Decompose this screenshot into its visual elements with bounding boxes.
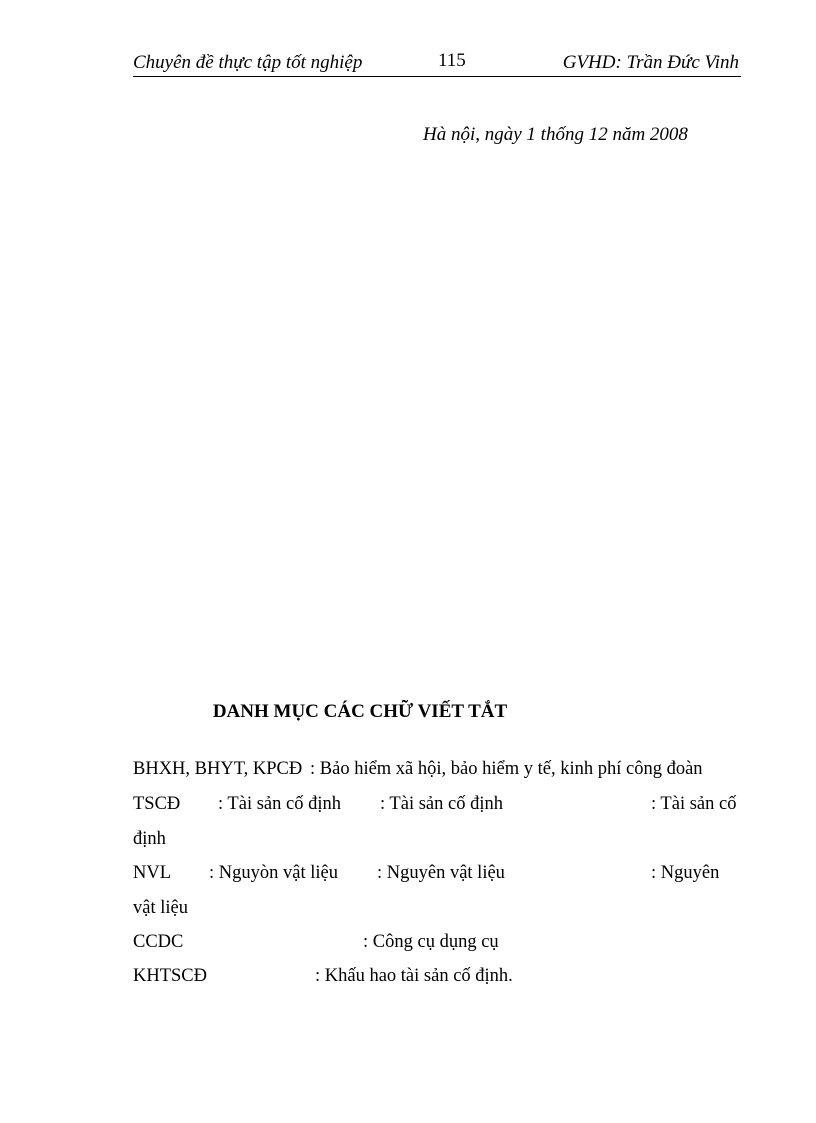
abbr-definition-nvl-b: : Nguyên vật liệu	[377, 863, 505, 883]
abbr-term-ccdc: CCDC	[133, 932, 184, 952]
abbr-term-khtscd: KHTSCĐ	[133, 966, 208, 986]
section-title: DANH MỤC CÁC CHỮ VIẾT TẮT	[212, 701, 508, 722]
abbr-term-bhxh: BHXH, BHYT, KPCĐ	[133, 759, 303, 779]
abbr-continuation-nvl: vật liệu	[133, 898, 188, 918]
abbr-term-tscd: TSCĐ	[133, 794, 181, 814]
abbr-definition-khtscd: : Khấu hao tài sản cố định.	[315, 966, 513, 986]
abbr-definition-tscd-c: : Tài sản cố	[651, 794, 737, 814]
abbr-definition-ccdc: : Công cụ dụng cụ	[363, 932, 499, 952]
page-header	[133, 50, 741, 77]
abbr-definition-tscd-b: : Tài sản cố định	[380, 794, 503, 814]
abbr-definition-nvl-c: : Nguyên	[651, 863, 720, 883]
header-advisor: GVHD: Trần Đức Vinh	[562, 52, 739, 73]
abbr-definition-bhxh: : Bảo hiểm xã hội, bảo hiểm y tế, kinh phí công đoàn	[310, 759, 703, 779]
abbr-definition-tscd-a: : Tài sản cố định	[218, 794, 341, 814]
header-page-number: 115	[438, 50, 466, 71]
header-document-title: Chuyên đề thực tập tốt nghiệp	[133, 52, 363, 73]
abbr-definition-nvl-a: : Nguyòn vật liệu	[209, 863, 338, 883]
date-line: Hà nội, ngày 1 thống 12 năm 2008	[423, 124, 688, 145]
abbr-continuation-tscd: định	[133, 829, 166, 849]
abbr-term-nvl: NVL	[133, 863, 172, 883]
